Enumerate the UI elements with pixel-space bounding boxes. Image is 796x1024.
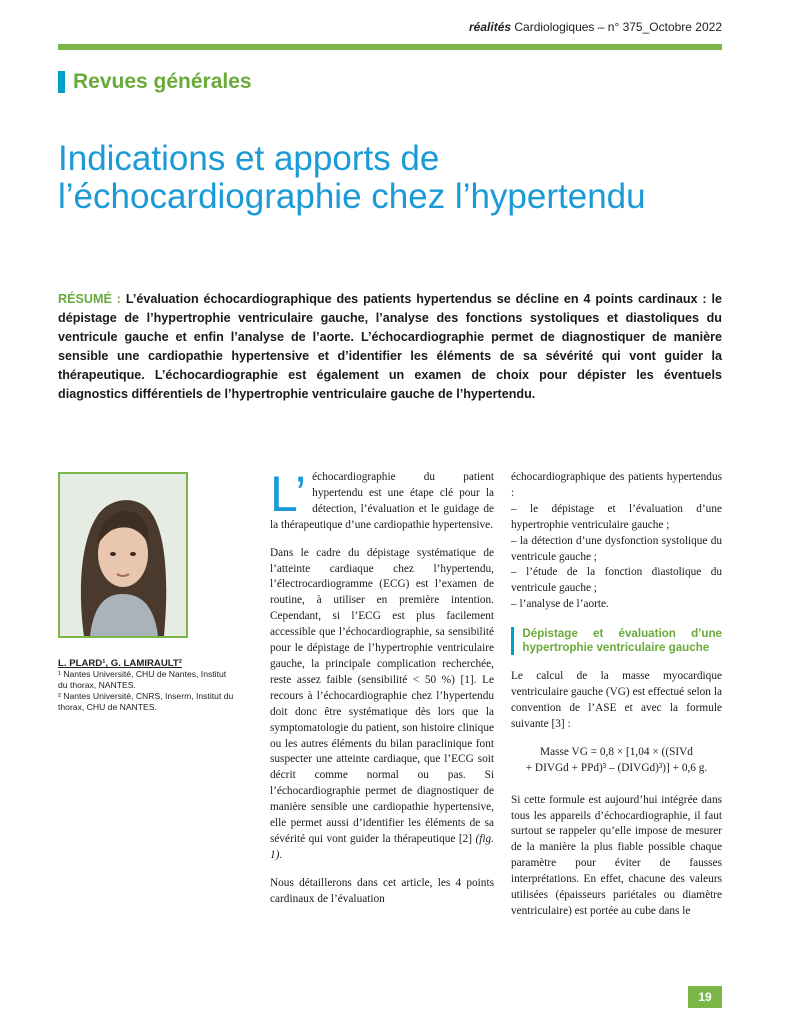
journal-issue: Cardiologiques – n° 375_Octobre 2022	[511, 20, 722, 34]
figure-reference: (fig. 1)	[270, 832, 494, 861]
paragraph-formula-note: Si cette formule est aujourd’hui intégrée dans tous les appareils d’échocardiographie, il faut surtout se rappeler qu’elle impose de mesurer de la manière la plus fiable possible chaque paramètre pour éviter de fausses interprétations. En effet, chacune des valeurs utilisées (épaisseurs pariétales ou diamètre ventriculaire) est portée au cube dans le	[511, 793, 722, 917]
paragraph-intro	[270, 466, 494, 534]
list-item: – le dépistage et l’évaluation d’une hypertrophie ventriculaire gauche ;	[511, 502, 722, 531]
section-bar	[58, 71, 65, 93]
title-line-1: Indications et apports de	[58, 139, 440, 178]
header-rule	[58, 44, 722, 50]
paragraph-intro-text: échocardiographie du patient hypertendu est une étape clé pour la détection, l’évaluation et le guidage de la thérapeutique d’une cardiopathie hypertensive.	[270, 471, 494, 531]
list-intro: échocardiographique des patients hypertendus :	[511, 471, 722, 499]
section-heading	[58, 70, 252, 94]
page-number: 19	[688, 986, 722, 1008]
author-photo	[58, 472, 188, 638]
paragraph-ecg-end: .	[279, 848, 283, 861]
author-block	[58, 658, 238, 713]
formula-line-2: + DIVGd + PPd)³ – (DIVGd)³)] + 0,6 g.	[525, 761, 708, 774]
subheading-bar	[511, 627, 514, 655]
journal-name: réalités	[469, 20, 512, 34]
paragraph-ecg	[270, 546, 494, 864]
abstract-text: L’évaluation échocardiographique des patients hypertendus se décline en 4 points cardinaux : le dépistage de l’hypertrophie ventriculaire gauche, l’analyse des fonctions systoliques et diastoliques du ventricule gauche et enfin l’analyse de l’aorte. L’échocardiographie permet de diagnostiquer de manière sensible une cardiopathie hypertensive et d’identifier les éléments de sa sévérité qui vont guider la thérapeutique. L’échocardiographie est également un examen de choix pour dépister les éventuels diagnostics différentiels de l’hypertrophie ventriculaire gauche de l’hypertendu.	[58, 292, 722, 401]
list-item: – l’analyse de l’aorte.	[511, 598, 609, 611]
list-item: – l’étude de la fonction diastolique du ventricule gauche ;	[511, 566, 722, 595]
formula-line-1: Masse VG = 0,8 × [1,04 × ((SIVd	[540, 745, 693, 758]
section-label: Revues générales	[73, 70, 252, 93]
list-item: – la détection d’une dysfonction systolique du ventricule gauche ;	[511, 534, 722, 563]
affiliation-2: ² Nantes Université, CNRS, Inserm, Institut du thorax, CHU de NANTES.	[58, 691, 234, 712]
drop-cap: L’	[270, 466, 307, 522]
abstract-lead: RÉSUMÉ :	[58, 292, 121, 306]
title-line-2: l’échocardiographie chez l’hypertendu	[58, 177, 646, 216]
journal-header	[469, 20, 722, 34]
body-column-1	[270, 466, 494, 920]
affiliation-1: ¹ Nantes Université, CHU de Nantes, Institut du thorax, NANTES.	[58, 669, 227, 690]
formula	[511, 745, 722, 777]
paragraph-mass: Le calcul de la masse myocardique ventriculaire gauche (VG) est effectué selon la convention de l’ASE et avec la formule suivante [3] :	[511, 670, 722, 730]
subheading-text: Dépistage et évaluation d’une hypertrophie ventriculaire gauche	[522, 627, 722, 655]
paragraph-outline: Nous détaillerons dans cet article, les 4 points cardinaux de l’évaluation	[270, 876, 494, 905]
abstract	[58, 290, 722, 404]
subheading	[511, 627, 722, 655]
author-names: L. PLARD¹, G. LAMIRAULT²	[58, 658, 182, 669]
body-column-2	[511, 470, 722, 932]
paragraph-ecg-text: Dans le cadre du dépistage systématique de l’atteinte cardiaque chez l’hypertendu, l’électrocardiogramme (ECG) est l’examen de routine, à utiliser en première intention. Cependant, si l’ECG est plus facilement accessible que l’échocardiographie, sa sensibilité pour le dépistage de l’hypertrophie ventriculaire gauche, la principale complication recherchée, reste assez faible (sensibilité < 50 %) [1]. Le recours à l’échocardiographie chez l’hypertendu doit donc être systématique dès lors que la symptomatologie du patient, son histoire clinique ou les autres éléments du bilan paraclinique font suspecter une atteinte cardiaque, que l’ECG soit décrit comme normal ou pas. Si l’échocardiographie permet de diagnostiquer de manière sensible une cardiopathie hypertensive, elle permet aussi d’identifier les éléments de sa sévérité qui vont guider la thérapeutique [2]	[270, 546, 494, 845]
article-title	[58, 140, 738, 216]
portrait-illustration	[60, 474, 186, 636]
